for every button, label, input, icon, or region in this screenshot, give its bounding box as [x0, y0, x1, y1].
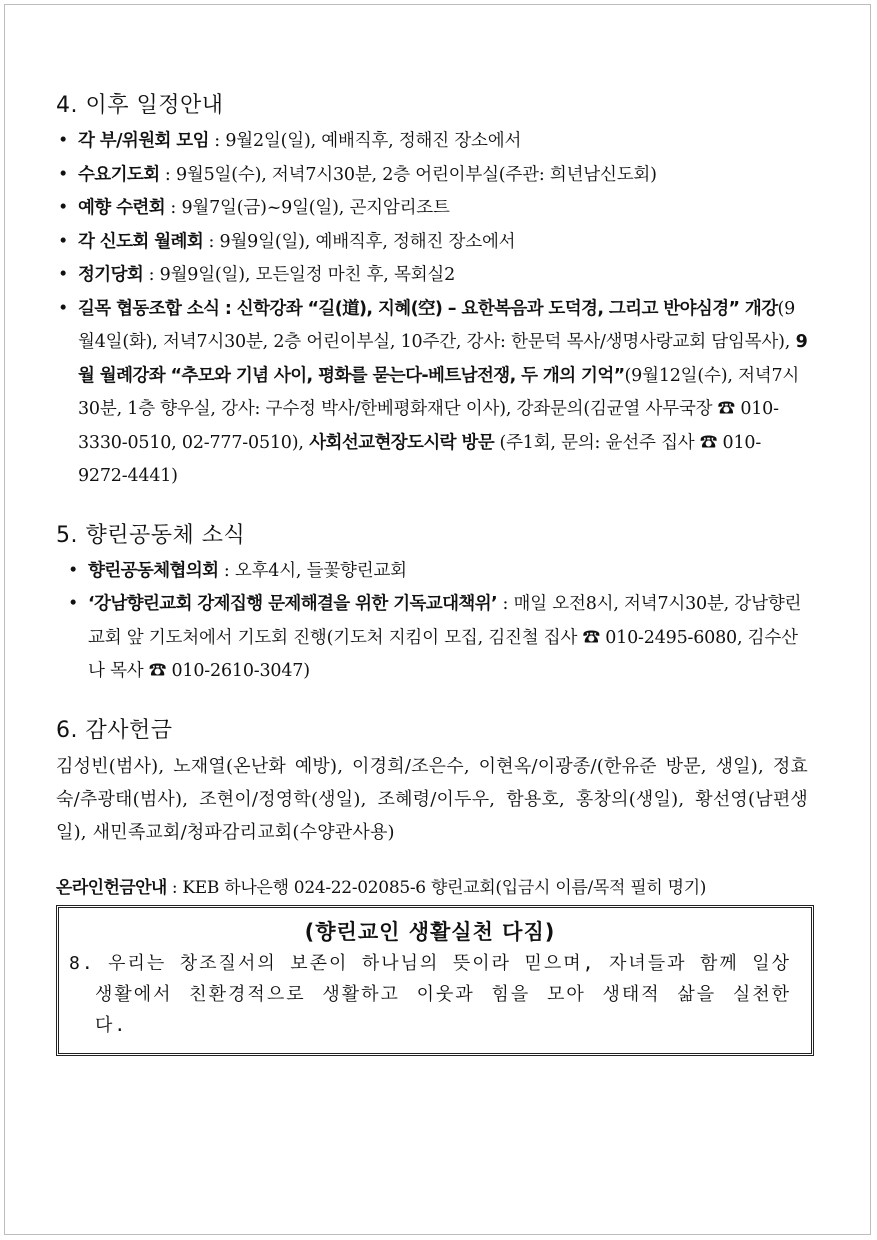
section-schedule-title: 4. 이후 일정안내 — [56, 93, 224, 118]
pledge-text: 8. 우리는 창조질서의 보존이 하나님의 뜻이라 믿으며, 자녀들과 함께 일상생활에서 친환경적으로 생활하고 이웃과 힘을 모아 생태적 삶을 실천한다. — [69, 952, 791, 1036]
list-item: • 정기당회 : 9월9일(일), 모든일정 마친 후, 목회실2 — [56, 259, 808, 293]
list-item: • 향린공동체협의회 : 오후4시, 들꽃향린교회 — [56, 555, 808, 589]
community-list — [56, 555, 808, 689]
bulletin-content — [56, 88, 808, 1056]
section-community-title: 5. 향린공동체 소식 — [56, 522, 246, 548]
list-item-cooperative-news: • 길목 협동조합 소식 : 신학강좌 “길(道), 지혜(空) – 요한복음과 도덕경, 그리고 반야심경” 개강(9월4일(화), 저녁7시30분, 2층 어린이부실, 10주간, 강사: 한문덕 목사/생명사랑교회 담임목사), 9월 월례강좌 “추모와 기념 사이, 평화를 묻는다-베트남전쟁, 두 개의 기억”(9월12일(수), 저녁7시30분, 1층 향우실, 강사: 구수정 박사/한베평화재단 이사), 강좌문의(김균열 사무국장 ☎ 010-3330-0510, 02-777-0510), 사회선교현장도시락 방문 (주1회, 문의: 윤선주 집사 ☎ 010-9272-4441) — [56, 293, 808, 494]
thanks-offering-names: 김성빈(범사), 노재열(온난화 예방), 이경희/조은수, 이현옥/이광종/(한유준 방문, 생일), 정효숙/추광태(범사), 조현이/정영학(생일), 조혜령/이두우, 함용호, 홍창의(생일), 황선영(남편생일), 새민족교회/청파감리교회(수양관사용) — [56, 755, 808, 843]
section-schedule — [56, 88, 808, 494]
online-offering-text: : KEB 하나은행 024-22-02085-6 향린교회(입금시 이름/목적 필히 명기) — [166, 877, 707, 898]
section-community — [56, 518, 808, 689]
list-item: • 각 부/위원회 모임 : 9월2일(일), 예배직후, 정해진 장소에서 — [56, 125, 808, 159]
pledge-title: (향린교인 생활실천 다짐) — [304, 919, 556, 944]
online-offering-label: 온라인헌금안내 — [56, 877, 167, 898]
online-offering-info — [56, 873, 808, 903]
list-item: • ‘강남향린교회 강제집행 문제해결을 위한 기독교대책위’ : 매일 오전8시, 저녁7시30분, 강남향린교회 앞 기도처에서 기도회 진행(기도처 지킴이 모집, 김진철 집사 ☎ 010-2495-6080, 김수산나 목사 ☎ 010-2610-3047) — [56, 588, 808, 689]
section-thanks-offering-title: 6. 감사헌금 — [56, 717, 173, 743]
list-item: • 수요기도회 : 9월5일(수), 저녁7시30분, 2층 어린이부실(주관: 희년남신도회) — [56, 159, 808, 193]
section-thanks-offering — [56, 713, 808, 849]
list-item: • 각 신도회 월례회 : 9월9일(일), 예배직후, 정해진 장소에서 — [56, 226, 808, 260]
schedule-list — [56, 125, 808, 494]
pledge-box — [56, 905, 814, 1056]
list-item: • 예향 수련회 : 9월7일(금)~9일(일), 곤지암리조트 — [56, 192, 808, 226]
